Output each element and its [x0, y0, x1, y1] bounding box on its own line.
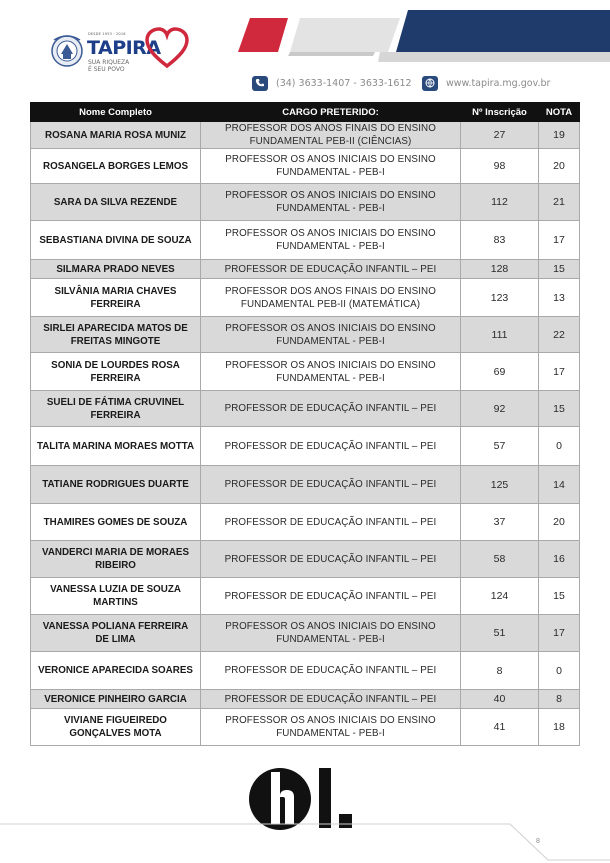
cell-name: VIVIANE FIGUEIREDO GONÇALVES MOTA	[31, 709, 201, 746]
table-row	[31, 149, 580, 184]
logo-tagline: DESDE 1953 · 2016	[88, 32, 126, 36]
cell-nota: 15	[539, 391, 580, 427]
page-number: 8	[536, 838, 540, 845]
cell-cargo: PROFESSOR DE EDUCAÇÃO INFANTIL – PEI	[201, 427, 461, 466]
cell-nota: 13	[539, 279, 580, 317]
table-row	[31, 317, 580, 353]
cell-inscricao: 83	[461, 221, 539, 260]
cell-inscricao: 40	[461, 690, 539, 709]
website-link[interactable]: www.tapira.mg.gov.br	[446, 77, 551, 89]
cell-cargo: PROFESSOR DOS ANOS FINAIS DO ENSINO FUNDAMENTAL PEB-II (CIÊNCIAS)	[201, 122, 461, 149]
cell-inscricao: 51	[461, 615, 539, 652]
cell-name: SILVÂNIA MARIA CHAVES FERREIRA	[31, 279, 201, 317]
cell-name: ROSANGELA BORGES LEMOS	[31, 149, 201, 184]
cell-nota: 15	[539, 260, 580, 279]
contact-phone	[252, 75, 412, 91]
tapira-logo	[50, 26, 200, 78]
cell-inscricao: 37	[461, 504, 539, 541]
cell-cargo: PROFESSOR OS ANOS INICIAIS DO ENSINO FUNDAMENTAL - PEB-I	[201, 184, 461, 221]
cell-nota: 20	[539, 504, 580, 541]
cell-cargo: PROFESSOR OS ANOS INICIAIS DO ENSINO FUNDAMENTAL - PEB-I	[201, 615, 461, 652]
cell-nota: 0	[539, 427, 580, 466]
cell-nota: 18	[539, 709, 580, 746]
cell-cargo: PROFESSOR OS ANOS INICIAIS DO ENSINO FUNDAMENTAL - PEB-I	[201, 317, 461, 353]
cell-nota: 19	[539, 122, 580, 149]
cell-nota: 20	[539, 149, 580, 184]
cell-name: VANESSA LUZIA DE SOUZA MARTINS	[31, 578, 201, 615]
cell-name: ROSANA MARIA ROSA MUNIZ	[31, 122, 201, 149]
cell-nota: 17	[539, 615, 580, 652]
page-header	[0, 0, 610, 100]
cell-cargo: PROFESSOR DOS ANOS FINAIS DO ENSINO FUNDAMENTAL PEB-II (MATEMÁTICA)	[201, 279, 461, 317]
cell-name: SARA DA SILVA REZENDE	[31, 184, 201, 221]
cell-nota: 17	[539, 353, 580, 391]
cell-cargo: PROFESSOR DE EDUCAÇÃO INFANTIL – PEI	[201, 690, 461, 709]
table-row	[31, 709, 580, 746]
table-row	[31, 391, 580, 427]
cell-cargo: PROFESSOR DE EDUCAÇÃO INFANTIL – PEI	[201, 466, 461, 504]
cell-cargo: PROFESSOR DE EDUCAÇÃO INFANTIL – PEI	[201, 391, 461, 427]
table-row	[31, 690, 580, 709]
cell-name: TALITA MARINA MORAES MOTTA	[31, 427, 201, 466]
column-header-cargo: CARGO PRETERIDO:	[201, 103, 461, 122]
cell-name: THAMIRES GOMES DE SOUZA	[31, 504, 201, 541]
cell-inscricao: 69	[461, 353, 539, 391]
table-row	[31, 260, 580, 279]
cell-cargo: PROFESSOR DE EDUCAÇÃO INFANTIL – PEI	[201, 504, 461, 541]
cell-inscricao: 41	[461, 709, 539, 746]
cell-inscricao: 27	[461, 122, 539, 149]
cell-name: VANESSA POLIANA FERREIRA DE LIMA	[31, 615, 201, 652]
cell-cargo: PROFESSOR DE EDUCAÇÃO INFANTIL – PEI	[201, 260, 461, 279]
cell-inscricao: 123	[461, 279, 539, 317]
table-row	[31, 578, 580, 615]
phone-text: (34) 3633-1407 - 3633-1612	[276, 77, 412, 89]
table-header-row	[31, 103, 580, 122]
cell-name: VERONICE APARECIDA SOARES	[31, 652, 201, 690]
globe-icon	[422, 76, 438, 91]
table-row	[31, 541, 580, 578]
logo-wordmark: TAPIRA	[87, 37, 161, 59]
table-row	[31, 615, 580, 652]
cell-inscricao: 57	[461, 427, 539, 466]
column-header-inscricao: Nº Inscrição	[461, 103, 539, 122]
footer-decoration	[0, 820, 610, 863]
cell-nota: 14	[539, 466, 580, 504]
cell-nota: 8	[539, 690, 580, 709]
cell-inscricao: 125	[461, 466, 539, 504]
table-row	[31, 466, 580, 504]
cell-nota: 0	[539, 652, 580, 690]
cell-name: VANDERCI MARIA DE MORAES RIBEIRO	[31, 541, 201, 578]
logo-slogan-line2: É SEU POVO	[88, 66, 125, 73]
table-row	[31, 427, 580, 466]
heart-icon	[144, 26, 190, 72]
cell-nota: 22	[539, 317, 580, 353]
cell-name: SONIA DE LOURDES ROSA FERREIRA	[31, 353, 201, 391]
column-header-nota: NOTA	[539, 103, 580, 122]
logo-slogan-line1: SUA RIQUEZA	[88, 59, 130, 66]
cell-nota: 21	[539, 184, 580, 221]
cell-name: TATIANE RODRIGUES DUARTE	[31, 466, 201, 504]
cell-nota: 15	[539, 578, 580, 615]
cell-inscricao: 98	[461, 149, 539, 184]
table-row	[31, 504, 580, 541]
cell-cargo: PROFESSOR DE EDUCAÇÃO INFANTIL – PEI	[201, 578, 461, 615]
cell-cargo: PROFESSOR OS ANOS INICIAIS DO ENSINO FUNDAMENTAL - PEB-I	[201, 709, 461, 746]
cell-inscricao: 124	[461, 578, 539, 615]
cell-name: VERONICE PINHEIRO GARCIA	[31, 690, 201, 709]
cell-cargo: PROFESSOR DE EDUCAÇÃO INFANTIL – PEI	[201, 652, 461, 690]
table-row	[31, 122, 580, 149]
table-row	[31, 279, 580, 317]
cell-name: SUELI DE FÁTIMA CRUVINEL FERREIRA	[31, 391, 201, 427]
table-row	[31, 184, 580, 221]
phone-icon	[252, 76, 268, 91]
cell-cargo: PROFESSOR DE EDUCAÇÃO INFANTIL – PEI	[201, 541, 461, 578]
contact-website	[422, 75, 550, 91]
cell-name: SIRLEI APARECIDA MATOS DE FREITAS MINGOTE	[31, 317, 201, 353]
cell-name: SILMARA PRADO NEVES	[31, 260, 201, 279]
cell-inscricao: 112	[461, 184, 539, 221]
cell-name: SEBASTIANA DIVINA DE SOUZA	[31, 221, 201, 260]
cell-cargo: PROFESSOR OS ANOS INICIAIS DO ENSINO FUNDAMENTAL - PEB-I	[201, 221, 461, 260]
cell-nota: 16	[539, 541, 580, 578]
results-table	[30, 102, 580, 746]
cell-inscricao: 92	[461, 391, 539, 427]
cell-inscricao: 8	[461, 652, 539, 690]
cell-nota: 17	[539, 221, 580, 260]
table-row	[31, 221, 580, 260]
city-crest-icon	[50, 32, 84, 70]
cell-inscricao: 128	[461, 260, 539, 279]
table-row	[31, 652, 580, 690]
cell-cargo: PROFESSOR OS ANOS INICIAIS DO ENSINO FUNDAMENTAL - PEB-I	[201, 149, 461, 184]
cell-inscricao: 58	[461, 541, 539, 578]
column-header-name: Nome Completo	[31, 103, 201, 122]
cell-cargo: PROFESSOR OS ANOS INICIAIS DO ENSINO FUNDAMENTAL - PEB-I	[201, 353, 461, 391]
table-row	[31, 353, 580, 391]
cell-inscricao: 111	[461, 317, 539, 353]
